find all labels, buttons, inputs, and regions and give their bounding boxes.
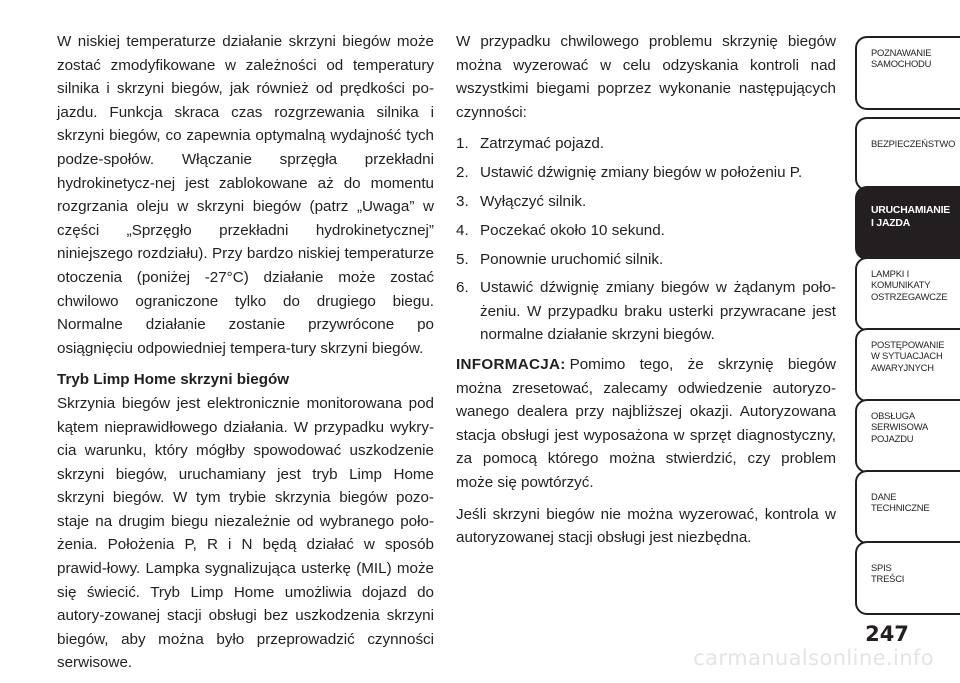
- step-item: [456, 161, 836, 185]
- chapter-tabs: [855, 0, 960, 678]
- step-text: Ustawić dźwignię zmiany biegów w żądanym poło-żeniu. W przypadku braku usterki przywracane jest normalne działanie skrzyni biegów.: [480, 279, 836, 344]
- tab-uruchamianie-i-jazda[interactable]: [855, 186, 960, 260]
- tab-obsluga-serwisowa[interactable]: [855, 399, 960, 473]
- section-heading: Tryb Limp Home skrzyni biegów: [57, 371, 290, 389]
- step-number: 3.: [456, 192, 469, 210]
- step-number: 5.: [456, 250, 469, 268]
- left-column: [57, 30, 434, 683]
- reset-steps-list: [456, 132, 836, 347]
- tab-bezpieczenstwo[interactable]: [855, 117, 960, 191]
- tab-spis-tresci[interactable]: [855, 541, 960, 615]
- limp-home-paragraph: Skrzynia biegów jest elektronicznie monitorowana pod kątem nieprawidłowego działania. W przypadku wykry-cia warunku, który mógłby spowodować uszkodzenie skrzyni biegów, uruchamiany jest tryb Limp Home skrzyni biegów. W tym trybie skrzynia biegów pozo-staje na drugim biegu niezależnie od wybranego poło-żenia. Położenia P, R i N będą działać w sposób prawid-łowy. Lampka sygnalizująca usterkę (MIL) może się świecić. Tryb Limp Home umożliwia dojazd do autory-zowanej stacji obsługi bez uszkodzenia skrzyni biegów, aby można było przeprowadzić czynności serwisowe.: [57, 394, 434, 672]
- reset-intro-paragraph: W przypadku chwilowego problemu skrzynię biegów można wyzerować w celu odzyskania kontroli nad wszystkimi biegami poprzez wykonanie następujących czynności:: [456, 33, 836, 121]
- note-paragraph: [456, 353, 836, 495]
- step-item: [456, 276, 836, 347]
- step-text: Ustawić dźwignię zmiany biegów w położeniu P.: [480, 164, 803, 182]
- tab-label: POZNAWANIE SAMOCHODU: [871, 47, 932, 70]
- step-item: [456, 219, 836, 243]
- step-number: 4.: [456, 221, 469, 239]
- tab-label: OBSŁUGA SERWISOWA POJAZDU: [871, 410, 929, 444]
- tab-label: DANE TECHNICZNE: [871, 491, 930, 514]
- step-number: 1.: [456, 135, 469, 153]
- step-text: Poczekać około 10 sekund.: [480, 221, 665, 239]
- step-item: [456, 190, 836, 214]
- tab-label: LAMPKI I KOMUNIKATY OSTRZEGAWCZE: [871, 268, 948, 302]
- note-label: INFORMACJA:: [456, 356, 566, 374]
- tab-label: BEZPIECZEŃSTWO: [871, 138, 956, 149]
- note-text: Pomimo tego, że skrzynię biegów można zresetować, zalecamy odwiedzenie autoryzo-wanego dealera przy najbliższej okazji. Autoryzowana stacja obsługi jest wyposażona w sprzęt diagnostyczny, za pomocą którego można stwierdzić, czy problem może się powtórzyć.: [456, 356, 836, 492]
- page-number: 247: [865, 622, 909, 646]
- intro-paragraph: W niskiej temperaturze działanie skrzyni biegów może zostać zmodyfikowane w zależności od temperatury silnika i skrzyni biegów, jak również od prędkości po-jazdu. Funkcja skraca czas rozgrzewania silnika i skrzyni biegów, co zapewnia optymalną wydajność tych podze-społów. Włączanie sprzęgła przekładni hydrokinetycz-nej jest zablokowane aż do momentu rozgrzania oleju w skrzyni biegów (patrz „Uwaga” w części „Sprzęgło przekładni hydrokinetycznej” niniejszego rozdziału). Przy bardzo niskiej temperaturze otoczenia (poniżej -27°C) działanie może zostać chwilowo ograniczone tylko do drugiego biegu. Normalne działanie zostanie przywrócone po osiągnięciu odpowiedniej tempera-tury skrzyni biegów.: [57, 33, 434, 357]
- tab-postepowanie-awaryjne[interactable]: [855, 328, 960, 402]
- step-number: 6.: [456, 279, 469, 297]
- step-text: Zatrzymać pojazd.: [480, 135, 605, 153]
- step-text: Wyłączyć silnik.: [480, 192, 587, 210]
- tab-label: POSTĘPOWANIE W SYTUACJACH AWARYJNYCH: [871, 339, 945, 373]
- watermark: carmanualsonline.info: [693, 646, 934, 670]
- step-item: [456, 132, 836, 156]
- tab-dane-techniczne[interactable]: [855, 470, 960, 544]
- step-number: 2.: [456, 164, 469, 182]
- closing-paragraph: Jeśli skrzyni biegów nie można wyzerować, kontrola w autoryzowanej stacji obsługi jest niezbędna.: [456, 505, 836, 547]
- tab-label: URUCHAMIANIE I JAZDA: [871, 205, 950, 229]
- tab-lampki-i-komunikaty[interactable]: [855, 257, 960, 331]
- tab-poznawanie-samochodu[interactable]: [855, 36, 960, 110]
- step-item: [456, 248, 836, 272]
- step-text: Ponownie uruchomić silnik.: [480, 250, 664, 268]
- right-column: [456, 30, 836, 558]
- tab-label: SPIS TREŚCI: [871, 562, 905, 585]
